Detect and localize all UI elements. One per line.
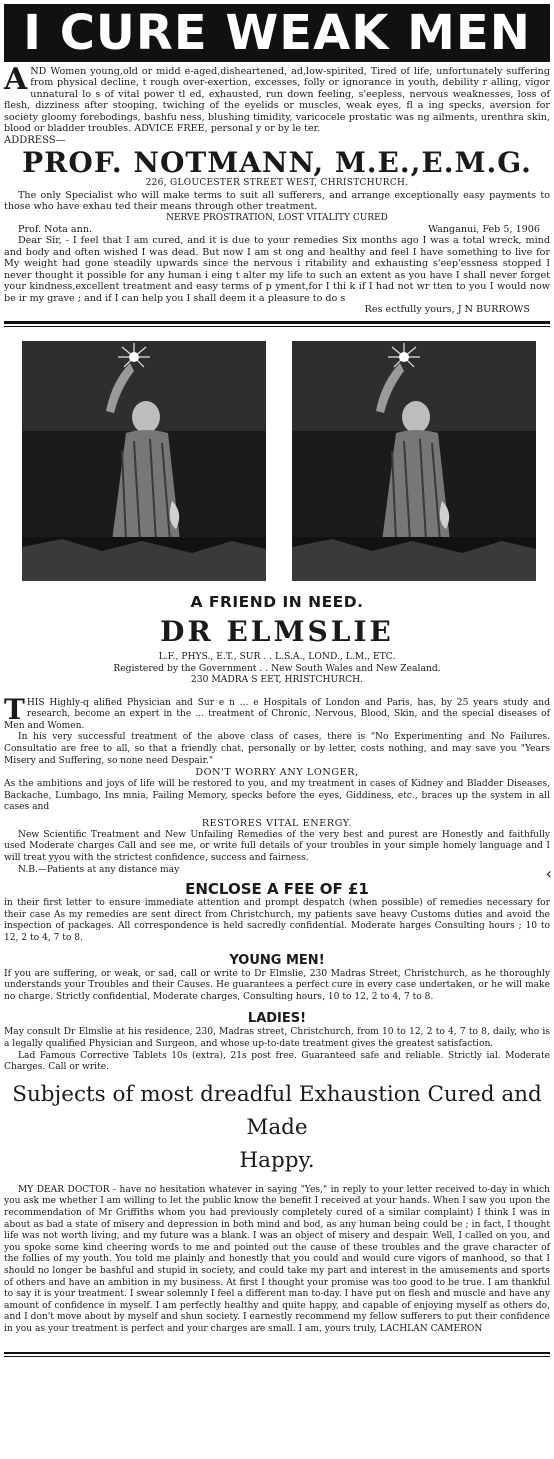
illustrations <box>4 341 550 581</box>
vital-energy-heading: RESTORES VITAL ENERGY. <box>201 817 353 829</box>
letter-signoff: Res ectfully yours, J N BURROWS <box>364 303 530 315</box>
newspaper-page <box>4 4 550 1357</box>
young-men-text: If you are suffering, or weak, or sad, call or write to Dr Elmslie, 230 Madras Street, Christchurch, as he thoroughly understands your Troubles and their Causes. He guarantees a perfect cure in every case undertaken, or he will make no charge. Strictly confidential, Moderate charges, Consulting hours, 10 to 12, 2 to 4, 7 to 8. <box>4 968 550 1002</box>
letter-date: Wanganui, Feb 5, 1906 <box>428 224 540 236</box>
edge-bracket-mark: ‹ <box>545 864 552 883</box>
elmslie-intro-text: HIS Highly-q alified Physician and Sur e n ... e Hospitals of London and Paris, has, by 25 years study and research, become an expert in the ... treatment of Chronic, Nervous, Blood, Skin, and the special diseases of Men and Women. <box>4 697 550 731</box>
drop-cap: A <box>4 62 28 97</box>
drop-cap: T <box>4 692 25 726</box>
letter-header <box>4 224 550 235</box>
subjects-heading <box>4 1078 550 1177</box>
dr-elmslie-name: DR ELMSLIE <box>160 615 394 649</box>
elmslie-intro <box>4 692 550 733</box>
nb-note: N.B.—Patients at any distance may <box>18 864 180 875</box>
registered-line: Registered by the Government . . New South Wales and New Zealand. <box>113 662 441 674</box>
burrows-letter: Dear Sir, - I feel that I am cured, and it is due to your remedies Six months ago I was a total wreck, mind and body and often wished I was dead. But now I am st ong and healthy and feel I have something to live for My weight had gone steadily upwards since the nervous i ritability and exhausting s'eep'essness stopped I never thought it possible for any human i eing t alter my life to such an extent as you have I shall never forget your kindness,excellent treatment and easy terms of p yment,for I thi k if I had not wr tten to you I would now be ir my grave ; and if I can help you I shall deem it a pleasure to do s <box>4 235 550 304</box>
dont-worry-heading: DON'T WORRY ANY LONGER, <box>195 767 359 779</box>
young-men-heading: YOUNG MEN! <box>229 952 325 968</box>
prof-name: PROF. NOTMANN, M.E.,E.M.G. <box>22 146 532 180</box>
elmslie-address: 230 MADRA S EET, HRISTCHURCH. <box>190 674 364 686</box>
subjects-heading-line2: Happy. <box>239 1147 315 1173</box>
friend-in-need-heading: A FRIEND IN NEED. <box>190 593 364 612</box>
qualifications: L.F., PHYS., E.T., SUR . . L.S.A., LOND., L.M., ETC. <box>158 651 396 663</box>
enclose-fee-heading: ENCLOSE A FEE OF £1 <box>185 880 369 899</box>
intro-text: ND Women young,old or midd e-aged,disheartened, ad,low-spirited, Tired of life, unfortunately suffering from physical decline, t rough over-exertion, excesses, folly or ignorance in youth, debility r alling, vigor unnatural lo s of vital power tl ed, exhausted, run down feeling, s'eepless, nervous weaknesses, loss of flesh, dizziness after stooping, twiching of the eyelids or muscles, weak eyes, fl a ing specks, aversion for society gloomy forebodings, bashfu ness, blushing timidity, varicocele prostatic was ng ailments, urenthra skin, blood or bladder troubles. ADVICE FREE, personal y or by le ter. <box>4 66 550 135</box>
salutation-left: Prof. Nota ann. <box>18 224 93 236</box>
subjects-heading-line1: Subjects of most dreadful Exhaustion Cured and Made <box>12 1081 542 1140</box>
bottom-rule <box>4 1352 550 1354</box>
woman-torch-illustration-2 <box>292 341 536 581</box>
woman-torch-illustration <box>22 341 266 581</box>
ladies-text: May consult Dr Elmslie at his residence, 230, Madras street, Christchurch, from 10 to 12, 2 to 4, 7 to 8, daily, who is a legally qualified Physician and Surgeon, and whose up-to-date treatment gives the greatest satisfaction. <box>4 1027 550 1049</box>
ladies-heading: LADIES! <box>247 1011 307 1027</box>
intro-paragraph <box>4 62 550 135</box>
specialist-text: The only Specialist who will make terms to suit all sufferers, and arrange exceptionally easy payments to those who have exhau ted their means through other treatment. <box>4 189 550 213</box>
banner-headline: I CURE WEAK MEN <box>4 4 550 62</box>
vital-energy-text: New Scientific Treatment and New Unfailing Remedies of the very best and purest are Honestly and faithfully used Moderate charges Call and see me, or write full details of your troubles in your simple homely language and I will treat yyou with the strictest confidence, success and fairness. <box>4 829 550 864</box>
cameron-testimonial: MY DEAR DOCTOR - have no hesitation whatever in saying "Yes," in reply to your letter received to-day in which you ask me whether I am willing to let the public know the benefit I received at your hands. When I saw you upon the recommendation of Mr Griffiths whom you had previously completely cured of a similar complaint) I think I was in about as bad a state of misery and depression in both mind and bod, as any human being could be ; in fact, I thought life was not worth living, and my future was a blank. I was an object of misery and despair. Well, I called on you, and you spoke some kind cheering words to me and pointed out the cause of these troubles and the grave character of the follies of my youth. You told me plainly and honestly that you could and would cure vigors of manhood, so that I should no longer be bashful and stupid in society, and could take my part and interest in the amusements and sports of others and have an ambition in my business. At first I thought your promise was too good to be true. I am thankful to say it is your treatment. I swear solemnly I feel a different man to-day. I have put on flesh and muscle and have any amount of confidence in myself. I am perfectly healthy and quite happy, and capable of enjoying myself as others do, and I don't move about by myself and shun society. I earnestly recommend my fellow sufferers to put their confidence in you as your treatment is perfect and your charges are small. I am, yours truly, LACHLAN CAMERON <box>4 1184 550 1334</box>
nerve-subhead: NERVE PROSTRATION, LOST VITALITY CURED <box>166 212 388 223</box>
divider-rule <box>4 321 550 327</box>
bottom-rule-thin <box>4 1356 550 1357</box>
dont-worry-text: As the ambitions and joys of life will be restored to you, and my treatment in cases of Kidney and Bladder Diseases, Backache, Lumbago, Ins mnia, Failing Memory, specks before the eyes, Giddiness, etc., braces up the system in all cases and <box>4 779 550 813</box>
no-experimenting: In his very successful treatment of the above class of cases, there is "No Experimenting and No Failures. Consultatio are free to all, so that a friendly chat, personally or by letter, costs nothing, and may save you "Years Misery and Suffering, so none need Despair." <box>4 732 550 766</box>
address-label: ADDRESS— <box>4 135 66 147</box>
prof-address: 226, GLOUCESTER STREET WEST, CHRISTCHURCH. <box>145 178 409 189</box>
ladies-tablets-text: Lad Famous Corrective Tablets 10s (extra), 21s post free. Guaranteed safe and reliable. Strictly ial. Moderate Charges. Call or write. <box>4 1050 550 1073</box>
enclose-fee-text: in their first letter to ensure immediate attention and prompt despatch (when possible) of remedies necessary for their case As my remedies are sent direct from Christchurch, my patients save heavy Customs duties and avoid the inspection of packages. All correspondence is held sacredly confidential. Moderate harges Consulting hours ; 10 to 12, 2 to 4, 7 to 8. <box>4 898 550 944</box>
